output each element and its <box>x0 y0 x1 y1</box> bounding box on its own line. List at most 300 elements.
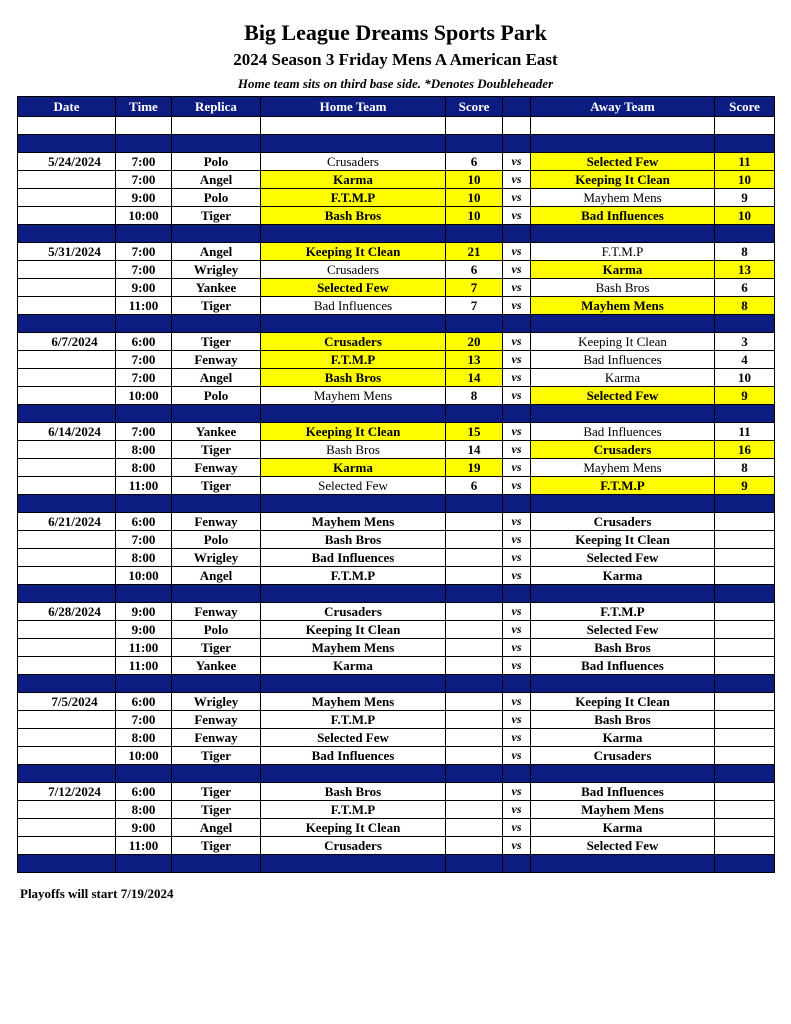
spacer-row-cell <box>18 117 116 135</box>
week-divider-cell <box>446 135 503 153</box>
week-divider-cell <box>531 225 715 243</box>
week-divider-cell <box>446 675 503 693</box>
week-divider-cell <box>531 855 715 873</box>
week-divider-cell <box>172 855 261 873</box>
week-divider-cell <box>503 225 531 243</box>
spacer-row-cell <box>116 117 172 135</box>
week-divider-cell <box>18 315 116 333</box>
home-score-cell <box>446 819 503 837</box>
table-row <box>18 189 775 207</box>
home-score-cell: 10 <box>446 207 503 225</box>
time-cell: 10:00 <box>116 387 172 405</box>
home-score-cell: 15 <box>446 423 503 441</box>
week-divider-cell <box>715 315 775 333</box>
replica-cell: Yankee <box>172 279 261 297</box>
time-cell: 7:00 <box>116 171 172 189</box>
week-divider-cell <box>172 315 261 333</box>
vs-cell: vs <box>503 729 531 747</box>
home-team-cell: F.T.M.P <box>261 567 446 585</box>
col-header-date: Date <box>18 97 116 117</box>
week-divider-cell <box>503 675 531 693</box>
away-team-cell: F.T.M.P <box>531 243 715 261</box>
week-divider-cell <box>116 135 172 153</box>
vs-cell: vs <box>503 459 531 477</box>
away-score-cell <box>715 639 775 657</box>
vs-cell: vs <box>503 693 531 711</box>
away-team-cell: Karma <box>531 369 715 387</box>
away-team-cell: Keeping It Clean <box>531 531 715 549</box>
time-cell: 7:00 <box>116 369 172 387</box>
home-team-cell: Karma <box>261 171 446 189</box>
table-row <box>18 819 775 837</box>
spacer-row-cell <box>531 117 715 135</box>
away-score-cell <box>715 549 775 567</box>
replica-cell: Angel <box>172 819 261 837</box>
vs-cell: vs <box>503 153 531 171</box>
time-cell: 9:00 <box>116 819 172 837</box>
away-score-cell <box>715 567 775 585</box>
time-cell: 8:00 <box>116 441 172 459</box>
week-divider-cell <box>446 585 503 603</box>
home-score-cell: 7 <box>446 279 503 297</box>
home-team-cell: Crusaders <box>261 261 446 279</box>
week-divider-cell <box>261 495 446 513</box>
away-team-cell: Crusaders <box>531 441 715 459</box>
week-divider-cell <box>446 315 503 333</box>
vs-cell: vs <box>503 837 531 855</box>
home-score-cell <box>446 567 503 585</box>
week-divider-cell <box>715 495 775 513</box>
away-team-cell: Mayhem Mens <box>531 297 715 315</box>
away-team-cell: Bad Influences <box>531 783 715 801</box>
away-score-cell <box>715 531 775 549</box>
away-score-cell <box>715 837 775 855</box>
away-score-cell <box>715 603 775 621</box>
replica-cell: Polo <box>172 531 261 549</box>
vs-cell: vs <box>503 819 531 837</box>
week-divider-cell <box>172 405 261 423</box>
vs-cell: vs <box>503 531 531 549</box>
time-cell: 8:00 <box>116 729 172 747</box>
home-score-cell: 7 <box>446 297 503 315</box>
week-divider-cell <box>116 585 172 603</box>
replica-cell: Tiger <box>172 297 261 315</box>
col-header-away-team: Away Team <box>531 97 715 117</box>
time-cell: 6:00 <box>116 333 172 351</box>
replica-cell: Tiger <box>172 747 261 765</box>
away-score-cell: 10 <box>715 207 775 225</box>
date-cell <box>18 351 116 369</box>
away-score-cell: 9 <box>715 189 775 207</box>
table-row <box>18 549 775 567</box>
col-header-home-score: Score <box>446 97 503 117</box>
table-row <box>18 567 775 585</box>
away-team-cell: F.T.M.P <box>531 477 715 495</box>
vs-cell: vs <box>503 711 531 729</box>
week-divider-cell <box>715 675 775 693</box>
week-divider-cell <box>18 585 116 603</box>
week-divider-cell <box>116 855 172 873</box>
week-divider-cell <box>715 585 775 603</box>
away-team-cell: Bash Bros <box>531 639 715 657</box>
week-divider-cell <box>261 135 446 153</box>
table-row <box>18 477 775 495</box>
away-team-cell: Crusaders <box>531 513 715 531</box>
vs-cell: vs <box>503 603 531 621</box>
away-team-cell: Selected Few <box>531 153 715 171</box>
date-cell <box>18 207 116 225</box>
week-divider-cell <box>715 405 775 423</box>
week-divider-cell <box>503 135 531 153</box>
page-subtitle: 2024 Season 3 Friday Mens A American East <box>233 50 558 69</box>
week-divider <box>18 135 775 153</box>
vs-cell: vs <box>503 351 531 369</box>
date-cell <box>18 639 116 657</box>
replica-cell: Angel <box>172 171 261 189</box>
replica-cell: Tiger <box>172 477 261 495</box>
home-score-cell <box>446 531 503 549</box>
table-row <box>18 639 775 657</box>
table-row <box>18 621 775 639</box>
week-divider-cell <box>261 405 446 423</box>
time-cell: 9:00 <box>116 189 172 207</box>
table-row <box>18 333 775 351</box>
date-cell: 6/28/2024 <box>18 603 116 621</box>
date-cell: 5/31/2024 <box>18 243 116 261</box>
away-score-cell: 4 <box>715 351 775 369</box>
vs-cell: vs <box>503 189 531 207</box>
time-cell: 11:00 <box>116 477 172 495</box>
date-cell <box>18 171 116 189</box>
away-team-cell: Bad Influences <box>531 423 715 441</box>
away-team-cell: Selected Few <box>531 837 715 855</box>
week-divider-cell <box>446 405 503 423</box>
home-team-cell: Keeping It Clean <box>261 243 446 261</box>
table-row <box>18 297 775 315</box>
home-team-cell: Keeping It Clean <box>261 819 446 837</box>
week-divider-cell <box>446 225 503 243</box>
home-team-cell: Karma <box>261 657 446 675</box>
away-team-cell: F.T.M.P <box>531 603 715 621</box>
time-cell: 11:00 <box>116 297 172 315</box>
away-team-cell: Keeping It Clean <box>531 333 715 351</box>
time-cell: 6:00 <box>116 513 172 531</box>
week-divider-cell <box>503 765 531 783</box>
week-divider-cell <box>446 855 503 873</box>
home-score-cell <box>446 657 503 675</box>
week-divider-cell <box>261 765 446 783</box>
vs-cell: vs <box>503 657 531 675</box>
table-row <box>18 603 775 621</box>
away-team-cell: Selected Few <box>531 621 715 639</box>
time-cell: 11:00 <box>116 657 172 675</box>
date-cell <box>18 387 116 405</box>
home-team-cell: Mayhem Mens <box>261 693 446 711</box>
home-score-cell: 14 <box>446 369 503 387</box>
away-score-cell: 8 <box>715 243 775 261</box>
time-cell: 7:00 <box>116 261 172 279</box>
schedule-table <box>17 96 775 873</box>
home-score-cell <box>446 603 503 621</box>
time-cell: 7:00 <box>116 423 172 441</box>
home-team-cell: Bash Bros <box>261 369 446 387</box>
vs-cell: vs <box>503 279 531 297</box>
away-score-cell <box>715 783 775 801</box>
week-divider-cell <box>261 585 446 603</box>
away-score-cell: 10 <box>715 171 775 189</box>
away-score-cell: 8 <box>715 297 775 315</box>
away-score-cell <box>715 657 775 675</box>
vs-cell: vs <box>503 639 531 657</box>
home-score-cell <box>446 513 503 531</box>
date-cell: 6/7/2024 <box>18 333 116 351</box>
schedule-body <box>18 117 775 873</box>
date-cell <box>18 369 116 387</box>
replica-cell: Fenway <box>172 603 261 621</box>
date-cell <box>18 729 116 747</box>
week-divider-cell <box>503 315 531 333</box>
away-team-cell: Mayhem Mens <box>531 189 715 207</box>
away-score-cell: 8 <box>715 459 775 477</box>
table-row <box>18 243 775 261</box>
date-cell <box>18 477 116 495</box>
home-team-cell: F.T.M.P <box>261 711 446 729</box>
week-divider-cell <box>261 225 446 243</box>
week-divider <box>18 315 775 333</box>
table-row <box>18 531 775 549</box>
away-team-cell: Karma <box>531 261 715 279</box>
time-cell: 11:00 <box>116 837 172 855</box>
week-divider-cell <box>503 495 531 513</box>
replica-cell: Tiger <box>172 837 261 855</box>
vs-cell: vs <box>503 387 531 405</box>
col-header-home-team: Home Team <box>261 97 446 117</box>
table-row <box>18 729 775 747</box>
week-divider-cell <box>172 225 261 243</box>
replica-cell: Angel <box>172 369 261 387</box>
week-divider-cell <box>261 855 446 873</box>
time-cell: 10:00 <box>116 567 172 585</box>
table-row <box>18 441 775 459</box>
away-score-cell <box>715 747 775 765</box>
home-team-cell: Bad Influences <box>261 747 446 765</box>
date-cell <box>18 261 116 279</box>
replica-cell: Wrigley <box>172 261 261 279</box>
home-team-cell: F.T.M.P <box>261 189 446 207</box>
header-row <box>18 97 775 117</box>
page-note: Home team sits on third base side. *Denotes Doubleheader <box>237 76 554 91</box>
away-team-cell: Bad Influences <box>531 207 715 225</box>
away-team-cell: Selected Few <box>531 387 715 405</box>
week-divider-cell <box>172 135 261 153</box>
home-team-cell: F.T.M.P <box>261 801 446 819</box>
table-row <box>18 747 775 765</box>
spacer-row-cell <box>261 117 446 135</box>
table-row <box>18 261 775 279</box>
table-row <box>18 513 775 531</box>
week-divider-cell <box>503 855 531 873</box>
time-cell: 8:00 <box>116 459 172 477</box>
vs-cell: vs <box>503 567 531 585</box>
home-score-cell: 14 <box>446 441 503 459</box>
replica-cell: Fenway <box>172 459 261 477</box>
vs-cell: vs <box>503 783 531 801</box>
table-row <box>18 693 775 711</box>
replica-cell: Tiger <box>172 333 261 351</box>
time-cell: 7:00 <box>116 711 172 729</box>
footer-note: Playoffs will start 7/19/2024 <box>20 886 174 901</box>
date-cell <box>18 747 116 765</box>
away-score-cell: 9 <box>715 387 775 405</box>
replica-cell: Tiger <box>172 207 261 225</box>
away-team-cell: Bash Bros <box>531 711 715 729</box>
time-cell: 10:00 <box>116 207 172 225</box>
week-divider-cell <box>446 765 503 783</box>
week-divider <box>18 585 775 603</box>
home-team-cell: Mayhem Mens <box>261 513 446 531</box>
vs-cell: vs <box>503 207 531 225</box>
away-score-cell: 11 <box>715 423 775 441</box>
time-cell: 10:00 <box>116 747 172 765</box>
week-divider-cell <box>531 585 715 603</box>
away-score-cell: 16 <box>715 441 775 459</box>
table-row <box>18 279 775 297</box>
home-team-cell: Crusaders <box>261 333 446 351</box>
time-cell: 6:00 <box>116 693 172 711</box>
date-cell <box>18 297 116 315</box>
home-team-cell: Bash Bros <box>261 783 446 801</box>
home-score-cell: 8 <box>446 387 503 405</box>
away-score-cell: 10 <box>715 369 775 387</box>
vs-cell: vs <box>503 423 531 441</box>
home-team-cell: Crusaders <box>261 153 446 171</box>
home-team-cell: Mayhem Mens <box>261 639 446 657</box>
table-row <box>18 837 775 855</box>
week-divider-cell <box>503 585 531 603</box>
away-team-cell: Keeping It Clean <box>531 171 715 189</box>
home-team-cell: Crusaders <box>261 603 446 621</box>
time-cell: 7:00 <box>116 531 172 549</box>
home-team-cell: Selected Few <box>261 729 446 747</box>
week-divider-cell <box>18 135 116 153</box>
vs-cell: vs <box>503 621 531 639</box>
replica-cell: Wrigley <box>172 693 261 711</box>
away-score-cell <box>715 693 775 711</box>
away-score-cell <box>715 513 775 531</box>
week-divider-cell <box>715 225 775 243</box>
away-score-cell <box>715 801 775 819</box>
home-score-cell: 10 <box>446 189 503 207</box>
away-score-cell <box>715 819 775 837</box>
date-cell <box>18 819 116 837</box>
week-divider-cell <box>116 225 172 243</box>
replica-cell: Fenway <box>172 711 261 729</box>
away-score-cell <box>715 729 775 747</box>
week-divider <box>18 855 775 873</box>
col-header-replica: Replica <box>172 97 261 117</box>
replica-cell: Fenway <box>172 513 261 531</box>
week-divider-cell <box>715 855 775 873</box>
spacer-row-cell <box>446 117 503 135</box>
away-team-cell: Karma <box>531 567 715 585</box>
date-cell <box>18 441 116 459</box>
table-row <box>18 783 775 801</box>
time-cell: 11:00 <box>116 639 172 657</box>
vs-cell: vs <box>503 243 531 261</box>
week-divider-cell <box>503 405 531 423</box>
spacer-row-cell <box>715 117 775 135</box>
week-divider-cell <box>18 855 116 873</box>
replica-cell: Tiger <box>172 639 261 657</box>
vs-cell: vs <box>503 297 531 315</box>
vs-cell: vs <box>503 513 531 531</box>
home-score-cell <box>446 693 503 711</box>
replica-cell: Tiger <box>172 801 261 819</box>
replica-cell: Polo <box>172 621 261 639</box>
time-cell: 8:00 <box>116 801 172 819</box>
week-divider-cell <box>261 675 446 693</box>
time-cell: 8:00 <box>116 549 172 567</box>
week-divider <box>18 765 775 783</box>
home-score-cell <box>446 801 503 819</box>
away-team-cell: Karma <box>531 819 715 837</box>
week-divider-cell <box>18 765 116 783</box>
week-divider-cell <box>531 765 715 783</box>
table-row <box>18 171 775 189</box>
home-score-cell <box>446 621 503 639</box>
away-team-cell: Selected Few <box>531 549 715 567</box>
week-divider-cell <box>18 495 116 513</box>
replica-cell: Angel <box>172 243 261 261</box>
week-divider-cell <box>715 765 775 783</box>
replica-cell: Polo <box>172 153 261 171</box>
home-team-cell: Mayhem Mens <box>261 387 446 405</box>
col-header-vs <box>503 97 531 117</box>
home-score-cell <box>446 837 503 855</box>
home-team-cell: Keeping It Clean <box>261 621 446 639</box>
home-score-cell <box>446 639 503 657</box>
away-team-cell: Bash Bros <box>531 279 715 297</box>
date-cell: 7/12/2024 <box>18 783 116 801</box>
spacer-row <box>18 117 775 135</box>
week-divider-cell <box>172 765 261 783</box>
home-team-cell: Bad Influences <box>261 549 446 567</box>
week-divider-cell <box>172 495 261 513</box>
table-row <box>18 153 775 171</box>
week-divider-cell <box>116 495 172 513</box>
date-cell <box>18 657 116 675</box>
col-header-time: Time <box>116 97 172 117</box>
date-cell <box>18 189 116 207</box>
week-divider-cell <box>531 315 715 333</box>
time-cell: 9:00 <box>116 279 172 297</box>
col-header-away-score: Score <box>715 97 775 117</box>
home-team-cell: Crusaders <box>261 837 446 855</box>
date-cell: 7/5/2024 <box>18 693 116 711</box>
away-score-cell <box>715 711 775 729</box>
week-divider-cell <box>715 135 775 153</box>
away-score-cell: 3 <box>715 333 775 351</box>
replica-cell: Yankee <box>172 657 261 675</box>
replica-cell: Wrigley <box>172 549 261 567</box>
vs-cell: vs <box>503 369 531 387</box>
table-row <box>18 801 775 819</box>
replica-cell: Angel <box>172 567 261 585</box>
away-team-cell: Mayhem Mens <box>531 801 715 819</box>
away-team-cell: Keeping It Clean <box>531 693 715 711</box>
page-title: Big League Dreams Sports Park <box>244 20 547 45</box>
home-team-cell: Bad Influences <box>261 297 446 315</box>
